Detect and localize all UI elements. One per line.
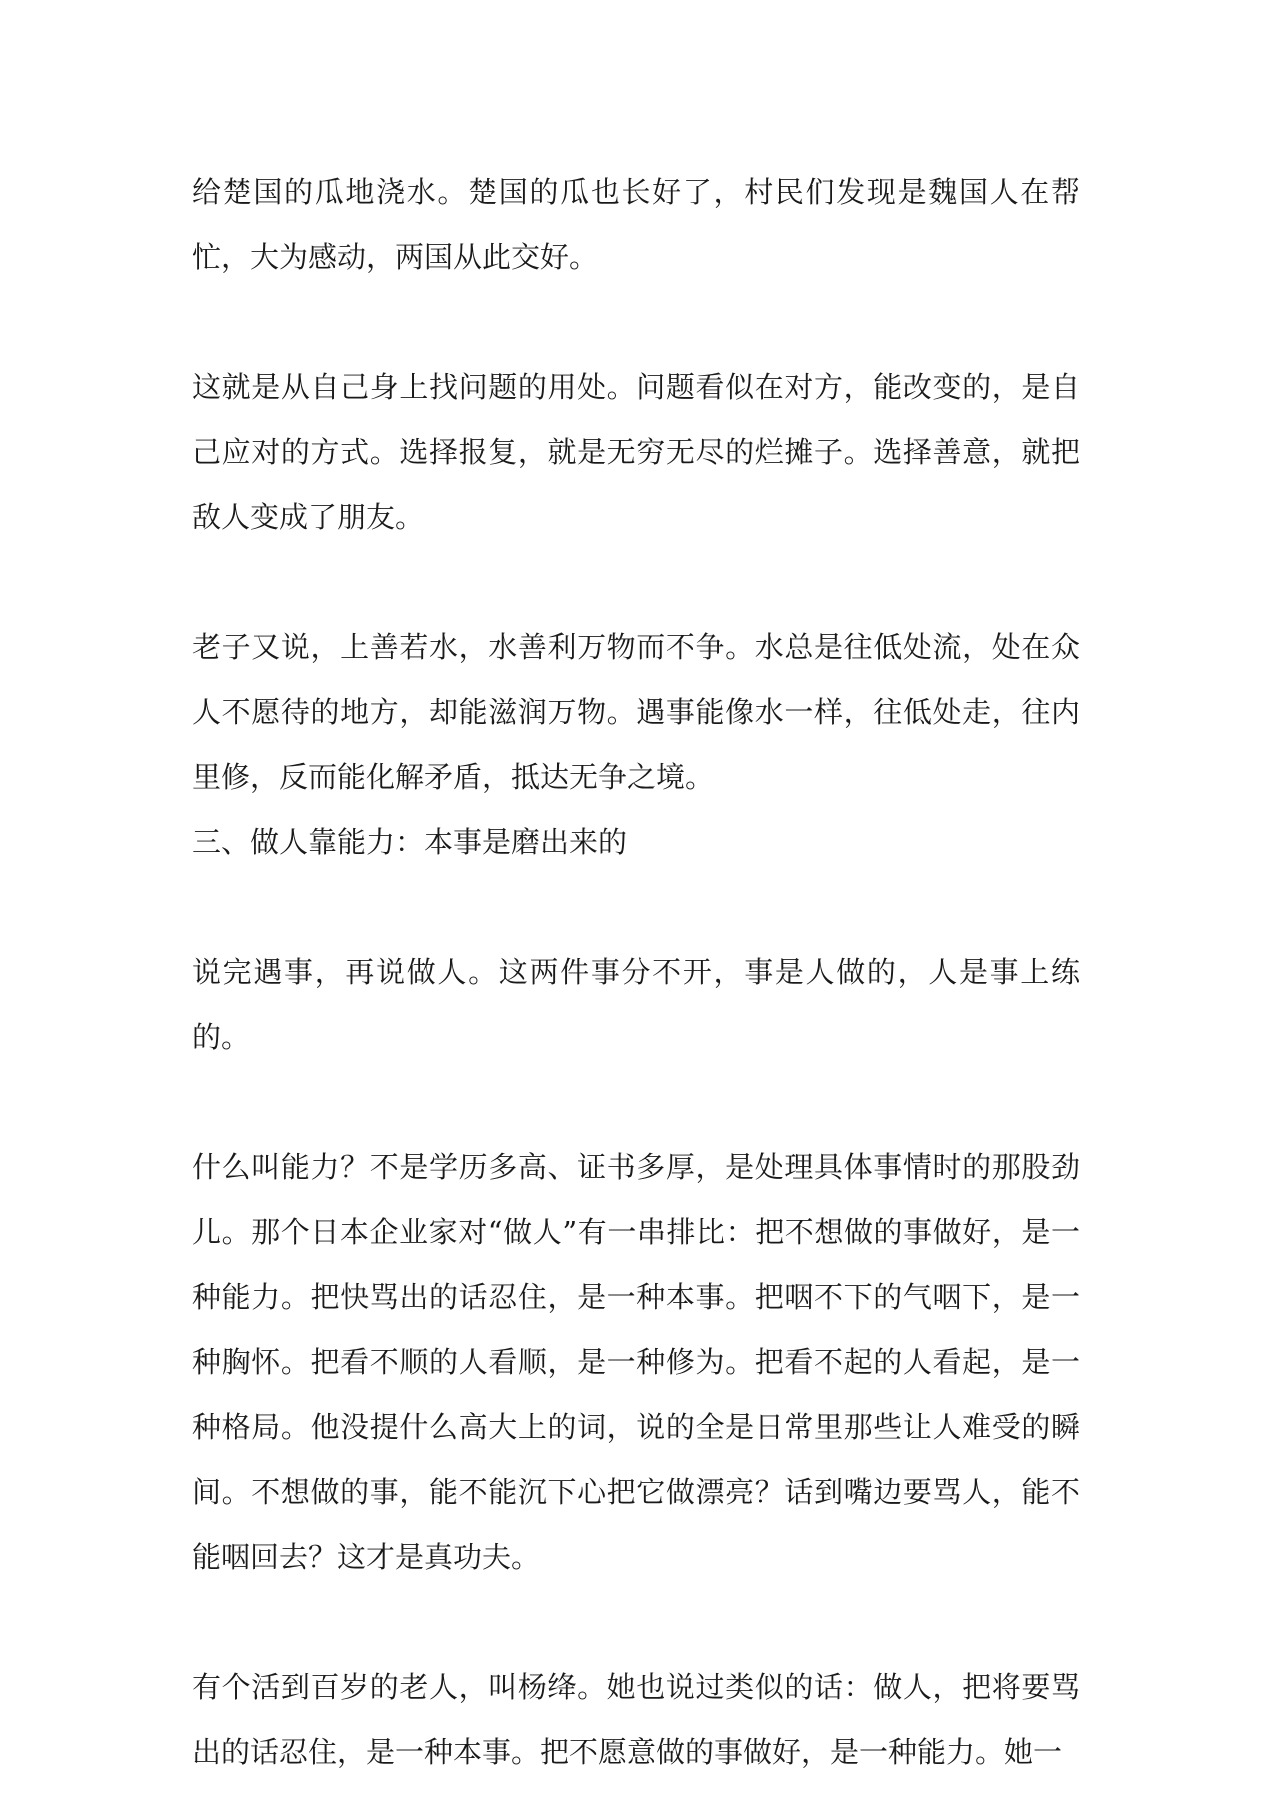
paragraph-2: 这就是从自己身上找问题的用处。问题看似在对方，能改变的，是自己应对的方式。选择报复，就是无穷无尽的烂摊子。选择善意，就把敌人变成了朋友。 <box>192 370 1080 534</box>
paragraph-6: 有个活到百岁的老人，叫杨绛。她也说过类似的话：做人，把将要骂出的话忍住，是一种本事。把不愿意做的事做好，是一种能力。她一 <box>192 1670 1080 1769</box>
paragraph-3: 老子又说，上善若水，水善利万物而不争。水总是往低处流，处在众人不愿待的地方，却能滋润万物。遇事能像水一样，往低处走，往内里修，反而能化解矛盾，抵达无争之境。 <box>192 630 1080 794</box>
paragraph-5: 什么叫能力？不是学历多高、证书多厚，是处理具体事情时的那股劲儿。那个日本企业家对“做人”有一串排比：把不想做的事做好，是一种能力。把快骂出的话忍住，是一种本事。把咽不下的气咽下，是一种胸怀。把看不顺的人看顺，是一种修为。把看不起的人看起，是一种格局。他没提什么高大上的词，说的全是日常里那些让人难受的瞬间。不想做的事，能不能沉下心把它做漂亮？话到嘴边要骂人，能不能咽回去？这才是真功夫。 <box>192 1150 1080 1574</box>
document-page <box>192 160 1080 1785</box>
paragraph-4: 说完遇事，再说做人。这两件事分不开，事是人做的，人是事上练的。 <box>192 955 1080 1054</box>
section-heading: 三、做人靠能力：本事是磨出来的 <box>192 825 628 859</box>
paragraph-1: 给楚国的瓜地浇水。楚国的瓜也长好了，村民们发现是魏国人在帮忙，大为感动，两国从此交好。 <box>192 175 1080 274</box>
